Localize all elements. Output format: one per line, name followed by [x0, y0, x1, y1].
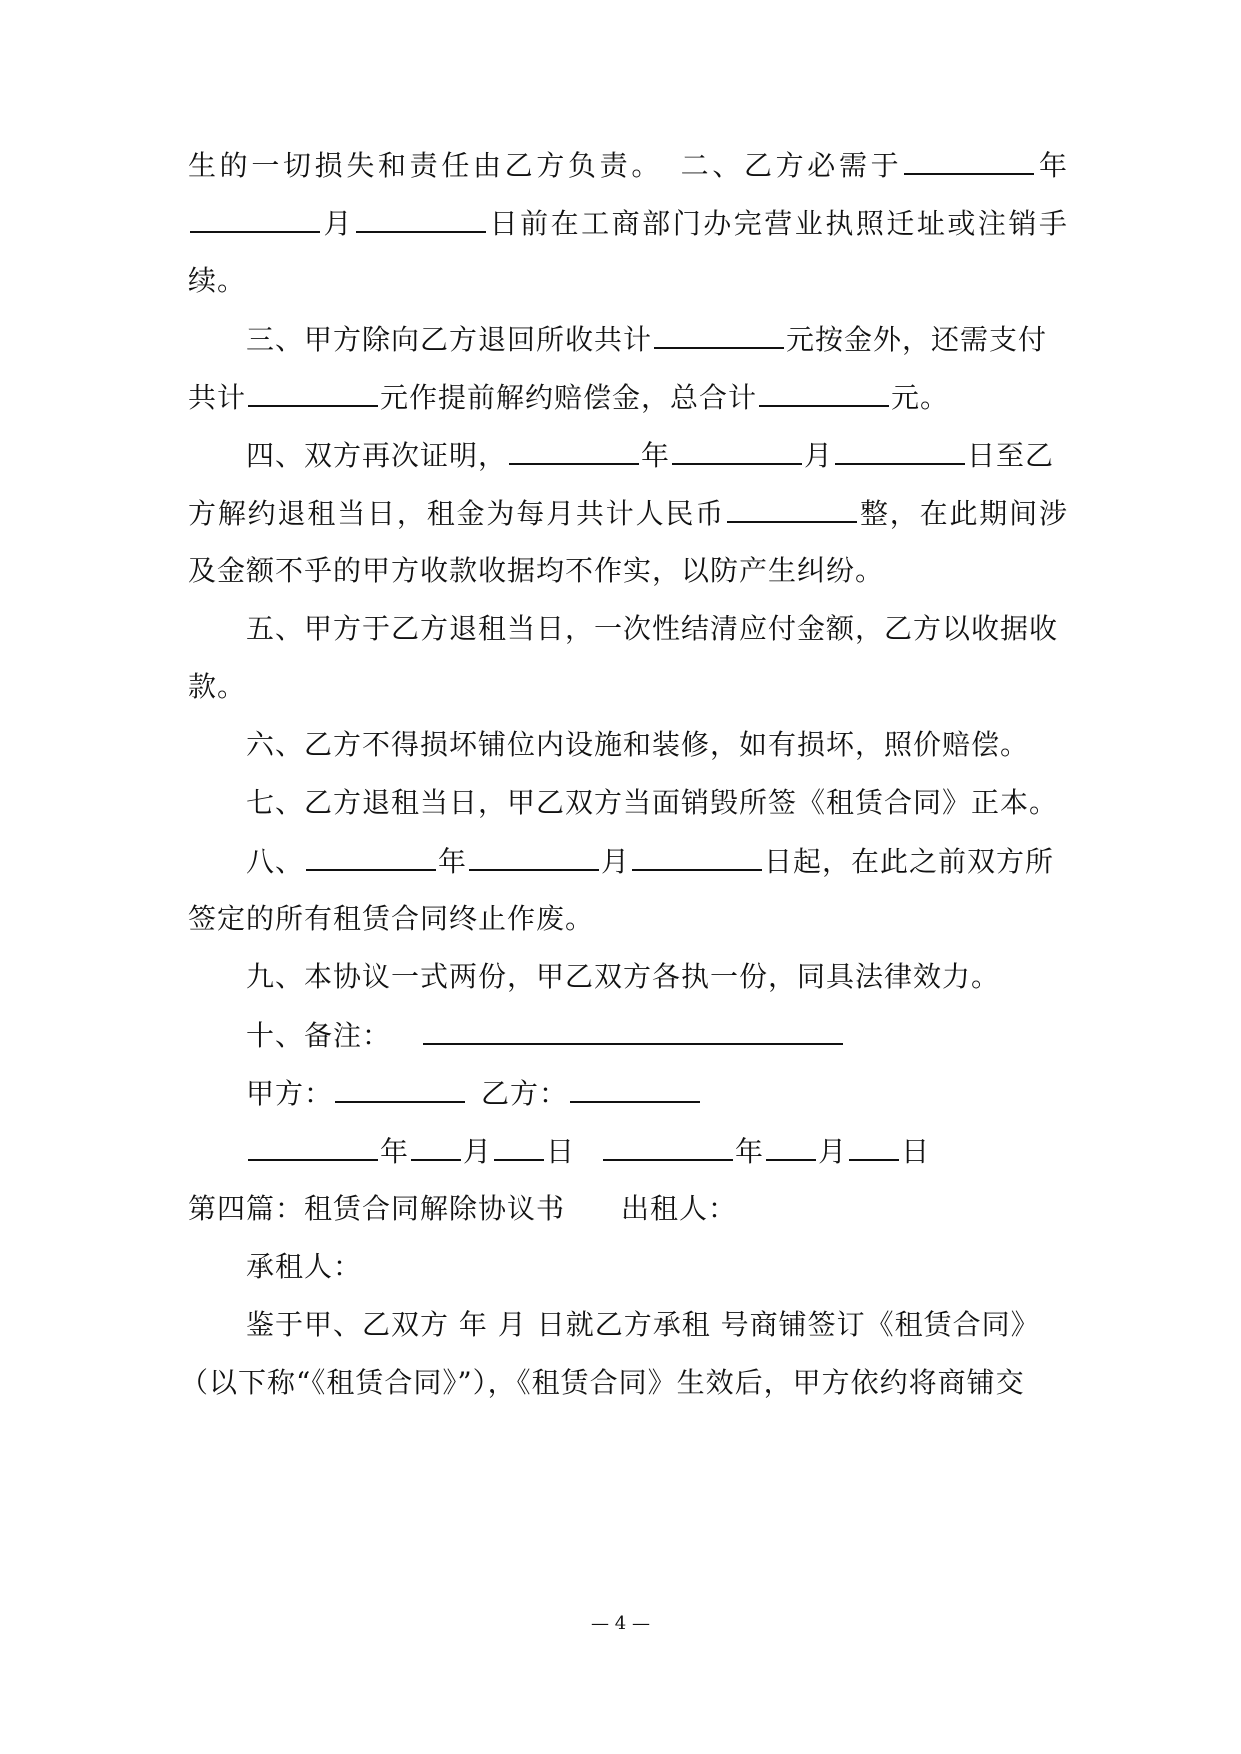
- text-line-9: 五、甲方于乙方退租当日，一次性结清应付金额，乙方以收据收: [246, 612, 1059, 645]
- section-heading-line: [188, 1189, 1068, 1229]
- text-segment: 年: [641, 439, 671, 472]
- text-segment: 方解约退租当日，租金为每月共计人民币: [188, 497, 726, 530]
- fill-in-blank[interactable]: [248, 377, 378, 407]
- text-segment: 月: [601, 845, 631, 878]
- fill-in-blank[interactable]: [835, 435, 965, 465]
- text-line-1: [188, 145, 1068, 186]
- text-segment: 日至乙: [967, 439, 1055, 472]
- text-segment: 元。: [891, 381, 950, 414]
- text-line-12: 七、乙方退租当日，甲乙双方当面销毁所签《租赁合同》正本。: [246, 786, 1059, 819]
- day-blank[interactable]: [494, 1131, 544, 1161]
- text-segment: 日: [901, 1135, 931, 1168]
- fill-in-blank[interactable]: [509, 435, 639, 465]
- text-segment: 十、备注：: [246, 1019, 392, 1052]
- text-segment: 月: [804, 439, 834, 472]
- text-line-22: （以下称“《租赁合同》”），《租赁合同》生效后，甲方依约将商铺交: [180, 1366, 1025, 1399]
- text-line-21: 鉴于甲、乙双方 年 月 日就乙方承租 号商铺签订《租赁合同》: [246, 1308, 1040, 1341]
- fill-in-blank[interactable]: [356, 203, 486, 233]
- text-segment: 共计: [188, 381, 247, 414]
- text-segment: 年: [735, 1135, 765, 1168]
- text-segment: 生的一切损失和责任由乙方负责。 二、乙方必需于: [188, 149, 903, 182]
- fill-in-blank[interactable]: [632, 841, 762, 871]
- fill-in-blank[interactable]: [190, 203, 320, 233]
- text-segment: 月: [818, 1135, 848, 1168]
- text-line-16: [246, 1015, 1068, 1056]
- lessee-label: 承租人：: [246, 1250, 363, 1283]
- text-segment: 月: [322, 207, 355, 240]
- party-a-blank[interactable]: [335, 1073, 465, 1103]
- text-line-7: [188, 493, 1068, 534]
- fill-in-blank[interactable]: [727, 493, 857, 523]
- text-line-14: 签定的所有租赁合同终止作废。: [188, 902, 595, 935]
- section-heading: 第四篇：租赁合同解除协议书: [188, 1192, 566, 1225]
- text-line-10: 款。: [188, 670, 247, 703]
- year-blank[interactable]: [248, 1131, 378, 1161]
- text-line-5: [188, 377, 1068, 418]
- text-segment: 元按金外，还需支付: [786, 323, 1048, 356]
- lessor-label: 出租人：: [621, 1192, 738, 1225]
- fill-in-blank[interactable]: [759, 377, 889, 407]
- text-line-15: 九、本协议一式两份，甲乙双方各执一份，同具法律效力。: [246, 960, 1001, 993]
- month-blank[interactable]: [766, 1131, 816, 1161]
- party-b-label: 乙方：: [481, 1077, 569, 1110]
- fill-in-blank[interactable]: [654, 319, 784, 349]
- month-blank[interactable]: [411, 1131, 461, 1161]
- page-number: — 4 —: [591, 1613, 650, 1634]
- text-line-4: [246, 319, 1068, 360]
- text-segment: 八、: [246, 845, 305, 878]
- text-line-6: [246, 435, 1068, 476]
- party-a-label: 甲方：: [246, 1077, 334, 1110]
- text-line-13: [246, 841, 1068, 882]
- text-line-2: [188, 203, 1068, 244]
- fill-in-blank[interactable]: [672, 435, 802, 465]
- day-blank[interactable]: [849, 1131, 899, 1161]
- text-segment: 年: [438, 845, 468, 878]
- fill-in-blank[interactable]: [306, 841, 436, 871]
- text-segment: 年: [380, 1135, 410, 1168]
- text-segment: 四、双方再次证明，: [246, 439, 508, 472]
- text-line-18: [246, 1131, 1068, 1172]
- text-segment: 三、甲方除向乙方退回所收共计: [246, 323, 653, 356]
- text-line-3: 续。: [188, 264, 247, 297]
- text-segment: 日前在工商部门办完营业执照迁址或注销手: [488, 207, 1068, 240]
- text-segment: 日起，在此之前双方所: [764, 845, 1055, 878]
- text-segment: 整，在此期间涉: [859, 497, 1068, 530]
- year-blank[interactable]: [603, 1131, 733, 1161]
- text-segment: 年: [1036, 149, 1068, 182]
- fill-in-blank[interactable]: [469, 841, 599, 871]
- fill-in-blank[interactable]: [904, 145, 1034, 175]
- text-segment: 日: [546, 1135, 576, 1168]
- text-segment: 月: [463, 1135, 493, 1168]
- remarks-blank[interactable]: [423, 1015, 843, 1045]
- text-segment: 元作提前解约赔偿金，总合计: [380, 381, 758, 414]
- text-line-8: 及金额不乎的甲方收款收据均不作实，以防产生纠纷。: [188, 554, 885, 587]
- party-b-blank[interactable]: [570, 1073, 700, 1103]
- text-line-11: 六、乙方不得损坏铺位内设施和装修，如有损坏，照价赔偿。: [246, 728, 1030, 761]
- text-line-17: [246, 1073, 1068, 1114]
